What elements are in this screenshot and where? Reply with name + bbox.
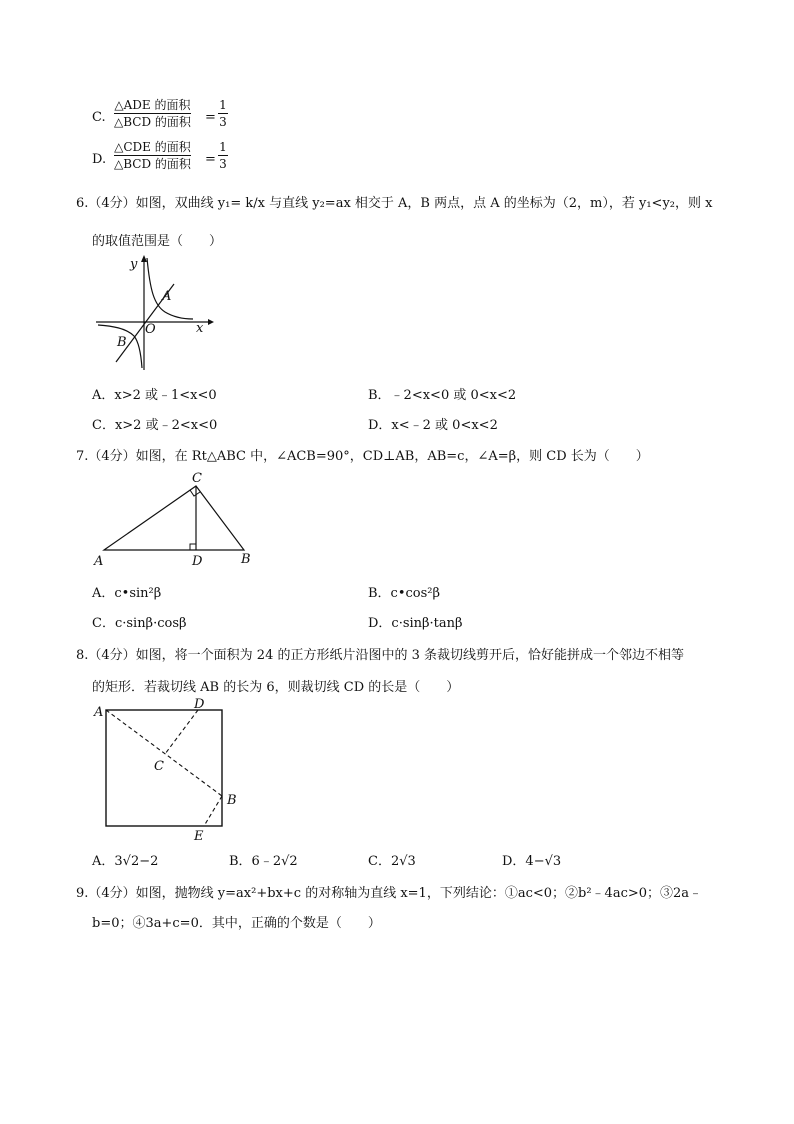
equals-sign: = (205, 152, 216, 167)
q9-stem-line2: b=0；④3a+c=0．其中，正确的个数是（ ） (92, 916, 381, 931)
q6-hyperbola-figure (90, 250, 220, 375)
q6-option-a: A．x>2 或﹣1<x<0 (92, 388, 217, 403)
cut-line-cd (165, 710, 198, 754)
fraction-bar (114, 113, 191, 114)
q7-option-d: D．c·sinβ·tanβ (368, 616, 463, 631)
q5-option-d-fraction (114, 140, 191, 171)
q5-d-denominator: △BCD 的面积 (114, 157, 191, 171)
q5-option-c-fraction (114, 98, 191, 129)
q8-option-c: C．2√3 (368, 854, 416, 869)
q6-option-b: B．﹣2<x<0 或 0<x<2 (368, 388, 517, 403)
label-b: B (241, 552, 251, 567)
x-axis-arrow-icon (208, 319, 214, 325)
q5-option-c-ratio: 1 3 (219, 98, 227, 129)
q5-d-numerator: △CDE 的面积 (114, 140, 191, 154)
q8-stem-line1: 8.（4分）如图，将一个面积为 24 的正方形纸片沿图中的 3 条裁切线剪开后，恰好能拼成一个邻边不相等 (76, 648, 685, 663)
q7-stem-line1: 7.（4分）如图，在 Rt△ABC 中，∠ACB=90°，CD⊥AB，AB=c，∠A=β，则 CD 长为（ ） (76, 449, 649, 464)
right-angle-mark-d (190, 544, 196, 550)
q5-option-c-letter: C. (92, 110, 106, 125)
label-origin: O (145, 322, 156, 337)
q7-triangle-figure (90, 468, 260, 570)
q5-c-numerator: △ADE 的面积 (114, 98, 191, 112)
q5-option-d-ratio: 1 3 (219, 140, 227, 171)
q5-option-d-letter: D. (92, 152, 107, 167)
cut-line-be (204, 796, 222, 826)
label-c: C (154, 759, 164, 774)
q7-option-b: B．c•cos²β (368, 586, 441, 601)
label-point-a: A (162, 289, 172, 304)
cut-line-ab (106, 710, 222, 796)
q8-stem-line2: 的矩形．若裁切线 AB 的长为 6，则裁切线 CD 的长是（ ） (92, 680, 460, 695)
label-b: B (227, 793, 237, 808)
q8-square-figure (90, 696, 250, 846)
q6-stem-line2: 的取值范围是（ ） (92, 234, 223, 249)
fraction-bar (114, 155, 191, 156)
label-a: A (94, 554, 104, 569)
q7-option-c: C．c·sinβ·cosβ (92, 616, 187, 631)
label-a: A (94, 705, 104, 720)
triangle-abc (104, 486, 244, 550)
q6-option-d: D．x<﹣2 或 0<x<2 (368, 418, 498, 433)
square-paper (106, 710, 222, 826)
right-angle-mark-c (190, 490, 200, 496)
equals-sign: = (205, 110, 216, 125)
label-x: x (196, 321, 204, 336)
label-d: D (194, 697, 205, 712)
q5-c-denominator: △BCD 的面积 (114, 115, 191, 129)
label-y: y (130, 257, 138, 272)
label-e: E (194, 829, 204, 844)
q8-option-a: A．3√2−2 (92, 854, 159, 869)
label-d: D (192, 554, 203, 569)
label-point-b: B (117, 335, 127, 350)
q6-option-c: C．x>2 或﹣2<x<0 (92, 418, 218, 433)
q6-stem-line1: 6.（4分）如图，双曲线 y₁= k/x 与直线 y₂=ax 相交于 A，B 两点，点 A 的坐标为（2，m），若 y₁<y₂，则 x (76, 196, 713, 211)
label-c: C (192, 471, 202, 486)
q9-stem-line1: 9.（4分）如图，抛物线 y=ax²+bx+c 的对称轴为直线 x=1，下列结论：①ac<0；②b²﹣4ac>0；③2a﹣ (76, 886, 703, 901)
y-axis-arrow-icon (141, 255, 147, 262)
q8-option-d: D．4−√3 (502, 854, 562, 869)
q8-option-b: B．6﹣2√2 (229, 854, 298, 869)
q7-option-a: A．c•sin²β (92, 586, 162, 601)
